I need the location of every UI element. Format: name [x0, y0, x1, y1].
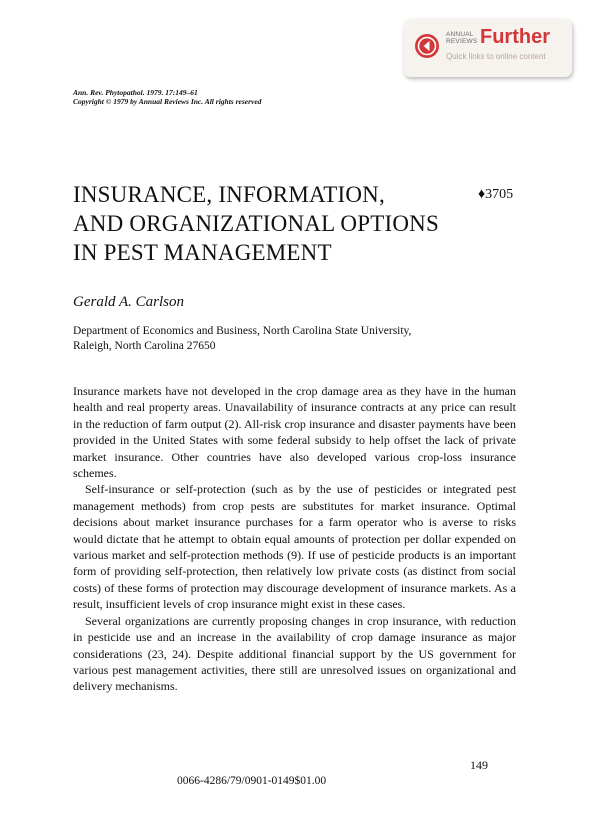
article-title-line-3: IN PEST MANAGEMENT	[73, 240, 332, 265]
copyright-notice: Copyright © 1979 by Annual Reviews Inc. All rights reserved	[73, 97, 262, 106]
badge-annual-label: ANNUAL	[446, 31, 474, 38]
badge-reviews-label: REVIEWS	[446, 38, 478, 45]
paragraph: Several organizations are currently proposing changes in crop insurance, with reduction in pesticide use and an increase in the availability of crop damage insurance as major considerations (23, 24). Despite additional financial support by the US government for various pest management activities, there still are unresolved issues on organizational and delivery mechanisms.	[73, 613, 516, 694]
author-name: Gerald A. Carlson	[73, 294, 184, 310]
badge-subtitle: Quick links to online content	[446, 52, 546, 61]
paragraph: Self-insurance or self-protection (such as by the use of pesticides or integrated pest management methods) from crop pests are substitutes for market insurance. Optimal decisions about market insurance purchases for a farm operator who is averse to risks would dictate that he attempt to obtain equal amounts of protection per dollar expended on various market and self-protection methods (9). If use of pesticide products is an important form of providing self-protection, then relatively low private costs (as distinct from social costs) of these forms of protection may discourage development of insurance markets. As a result, insufficient levels of crop insurance might exist in these cases.	[73, 482, 516, 612]
article-title-line-2: AND ORGANIZATIONAL OPTIONS	[73, 211, 439, 236]
price-code: 0066-4286/79/0901-0149$01.00	[177, 775, 327, 787]
page-number: 149	[470, 758, 488, 772]
affiliation-line-2: Raleigh, North Carolina 27650	[73, 340, 216, 352]
body-text	[73, 383, 516, 695]
journal-citation: Ann. Rev. Phytopathol. 1979. 17:149–61	[73, 88, 198, 97]
further-logo-icon	[414, 33, 440, 59]
paragraph: Insurance markets have not developed in the crop damage area as they have in the human health and real property areas. Unavailability of insurance contracts at any price can result in the reduction of farm output (2). All-risk crop insurance and disaster payments have been provided in the United States with some federal subsidy to help offset the lack of private market insurance. Other countries have also developed various crop-loss insurance schemes.	[73, 384, 516, 481]
article-title-line-1: INSURANCE, INFORMATION,	[73, 182, 385, 207]
badge-further-label: Further	[480, 26, 550, 48]
affiliation-line-1: Department of Economics and Business, North Carolina State University,	[73, 325, 412, 337]
article-number: ♦3705	[478, 187, 514, 202]
further-badge[interactable]	[404, 19, 572, 77]
